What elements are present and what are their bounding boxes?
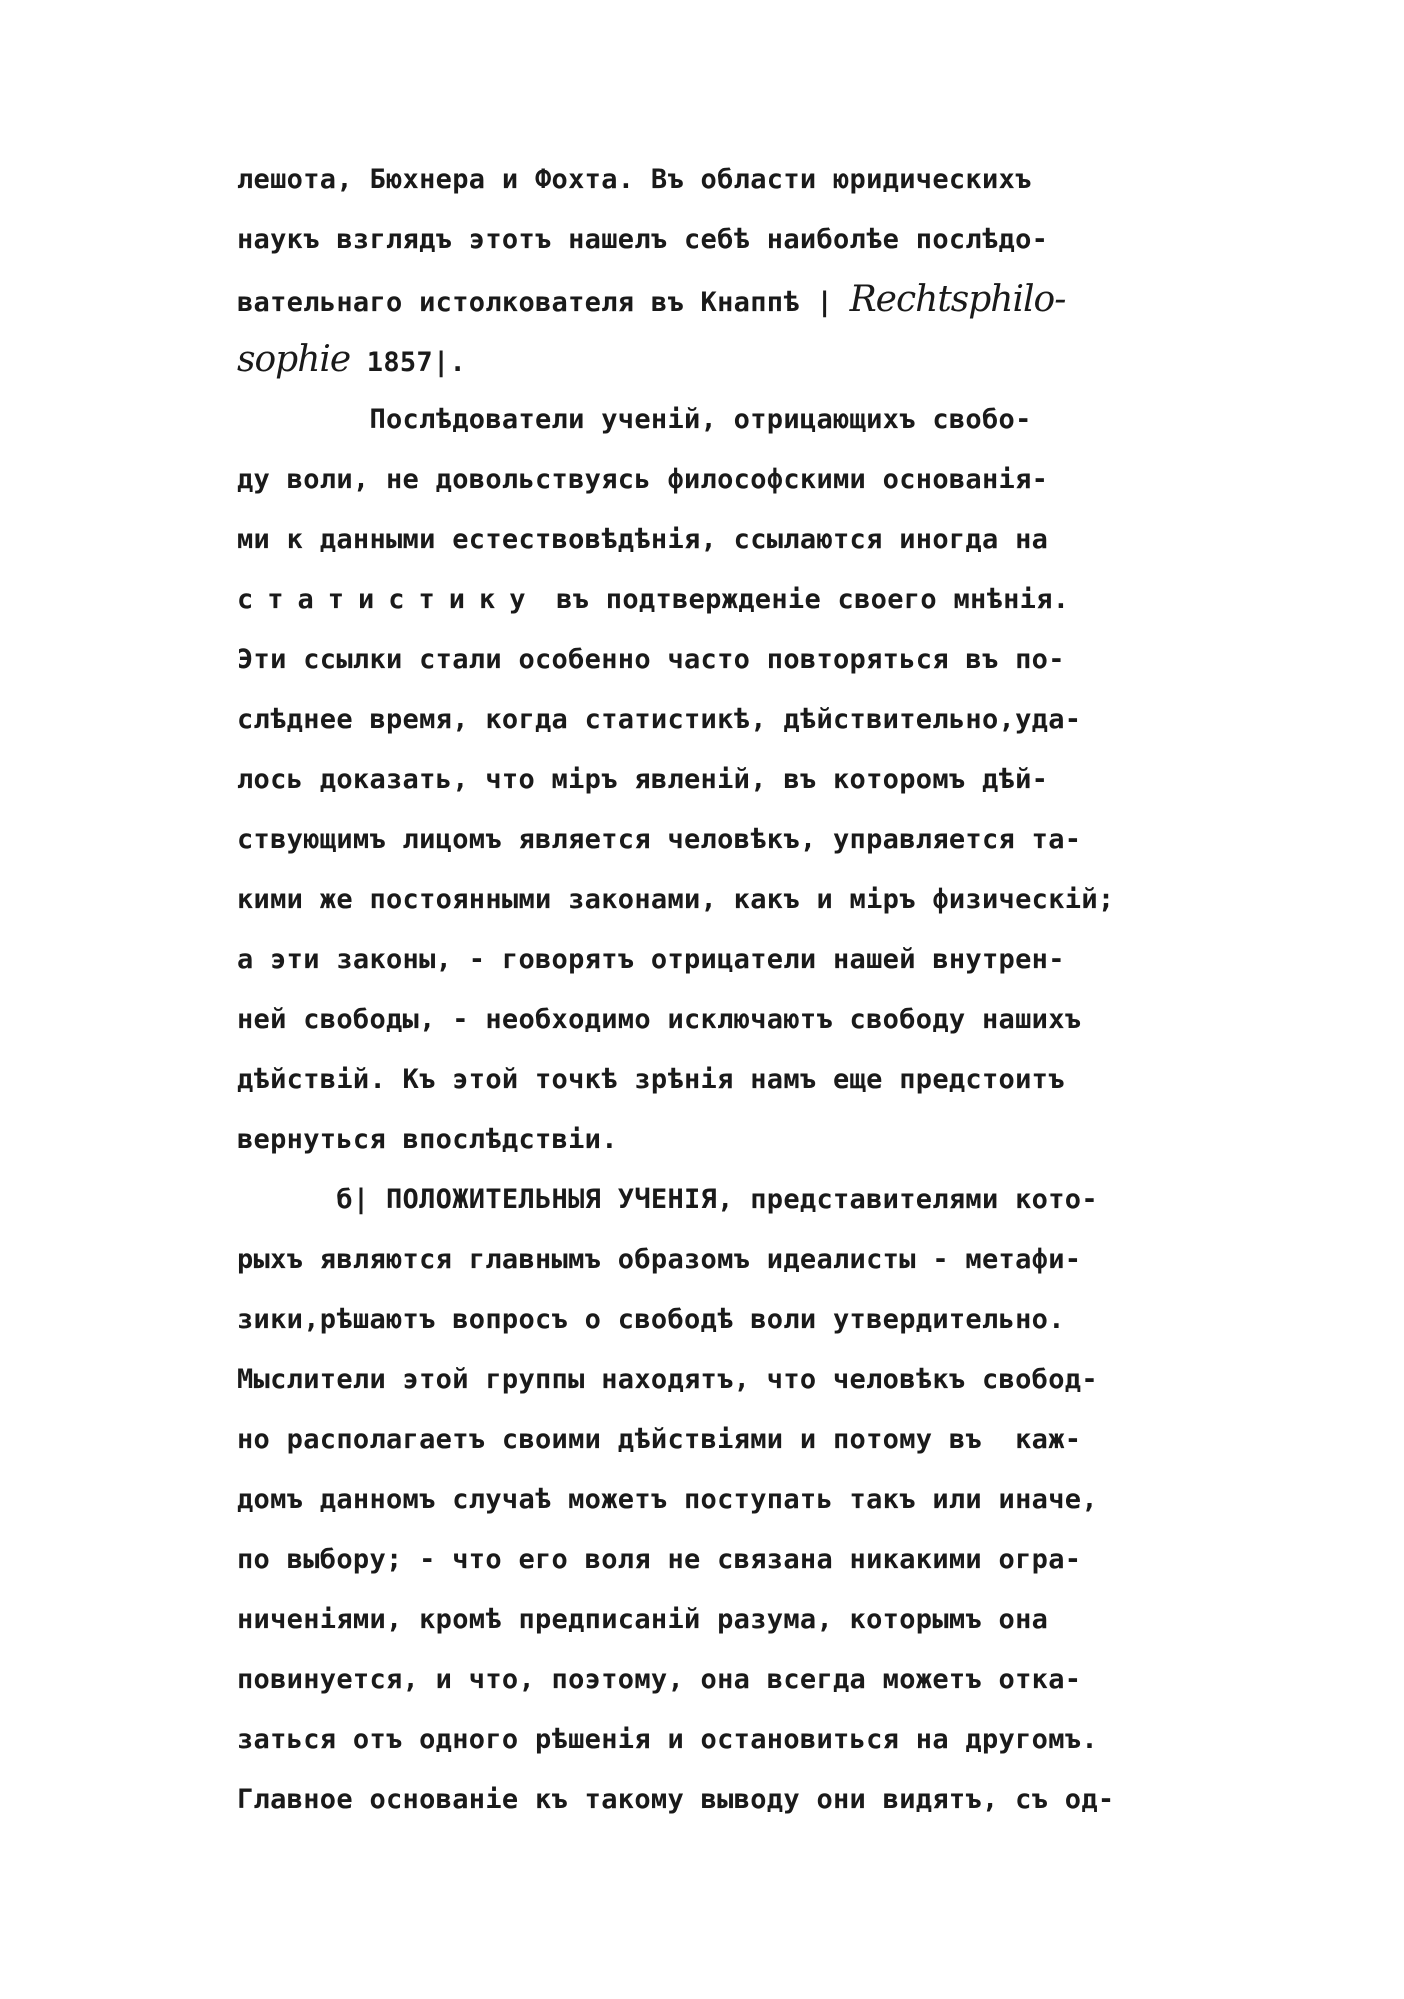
text-line: рыхъ являются главнымъ образомъ идеалисты - метафи- (237, 1244, 1082, 1275)
text-line: слѣднее время, когда статистикѣ, дѣйствительно,уда- (237, 704, 1082, 735)
section-heading-line: б| ПОЛОЖИТЕЛЬНЫЯ УЧЕНІЯ, представителями кото- (237, 1184, 1098, 1215)
text-line: sophie 1857|. (237, 339, 467, 380)
text-line: зики,рѣшаютъ вопросъ о свободѣ воли утвердительно. (237, 1304, 1065, 1335)
text-line: ду воли, не довольствуясь философскими основанія- (237, 464, 1049, 495)
text-line: ствующимъ лицомъ является человѣкъ, управляется та- (237, 824, 1082, 855)
text-line: статистику въ подтвержденіе своего мнѣнія. (237, 584, 1070, 615)
text-line: по выбору; - что его воля не связана никакими огра- (237, 1544, 1082, 1575)
text-line: лось доказать, что міръ явленій, въ которомъ дѣй- (237, 764, 1049, 795)
text-line: кими же постоянными законами, какъ и міръ физическій; (237, 884, 1115, 915)
text-line: ниченіями, кромѣ предписаній разума, которымъ она (237, 1604, 1049, 1635)
text-line: а эти законы, - говорятъ отрицатели нашей внутрен- (237, 944, 1065, 975)
text-line: наукъ взглядъ этотъ нашелъ себѣ наиболѣе послѣдо- (237, 224, 1049, 255)
text-line: ми к данными естествовѣдѣнія, ссылаются иногда на (237, 524, 1049, 555)
handwritten-annotation: sophie (237, 339, 351, 380)
spaced-emphasis-word: статистику (237, 584, 540, 615)
text-line: Мыслители этой группы находятъ, что человѣкъ свобод- (237, 1364, 1098, 1395)
handwritten-annotation: Rechtsphilo- (849, 279, 1066, 320)
text-line: вательнаго истолкователя въ Кнаппѣ | Rechtsphilo- (237, 279, 1066, 320)
text-line: Эти ссылки стали особенно часто повторяться въ по- (237, 644, 1065, 675)
text-line: заться отъ одного рѣшенія и остановиться на другомъ. (237, 1724, 1098, 1755)
paragraph-start-line: Послѣдователи ученій, отрицающихъ свобо- (237, 404, 1032, 435)
text-line: лешота, Бюхнера и Фохта. Въ области юридическихъ (237, 164, 1032, 195)
text-line: вернуться впослѣдствіи. (237, 1124, 618, 1155)
text-line: но располагаетъ своими дѣйствіями и потому въ каж- (237, 1424, 1082, 1455)
text-line: домъ данномъ случаѣ можетъ поступать такъ или иначе, (237, 1484, 1098, 1515)
text-line: ней свободы, - необходимо исключаютъ свободу нашихъ (237, 1004, 1082, 1035)
text-line: дѣйствій. Къ этой точкѣ зрѣнія намъ еще предстоитъ (237, 1064, 1065, 1095)
typewritten-text (237, 150, 1237, 1830)
text-line: повинуется, и что, поэтому, она всегда можетъ отка- (237, 1664, 1082, 1695)
text-line: Главное основаніе къ такому выводу они видятъ, съ од- (237, 1784, 1115, 1815)
